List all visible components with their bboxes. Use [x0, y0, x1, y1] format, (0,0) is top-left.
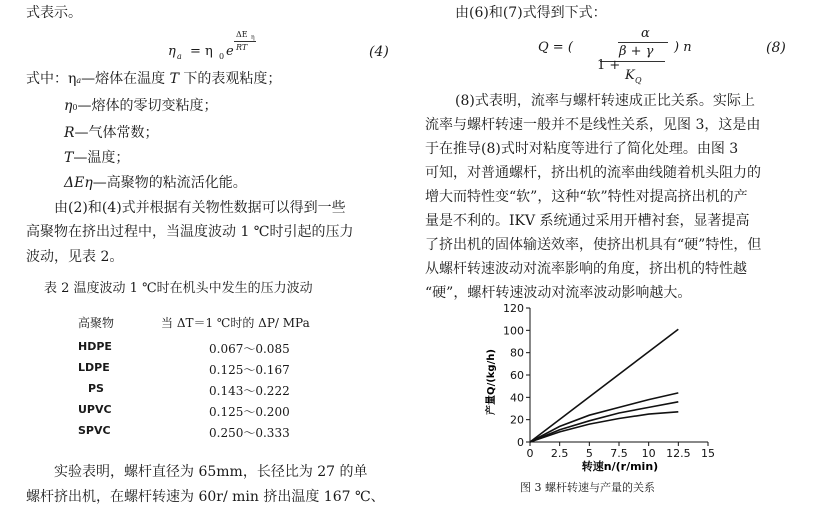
eq4-lhs-sub: a [177, 52, 182, 61]
y-tick-label: 40 [510, 391, 524, 405]
table-cell-value: 0.125～0.167 [209, 363, 290, 377]
y-tick-label: 100 [503, 324, 524, 338]
def-T-sym: T [64, 150, 74, 166]
where-text: —熔体在温度 [81, 71, 166, 87]
eq8-alpha: α [641, 26, 650, 41]
where-tail: 下的表观粘度； [183, 71, 282, 87]
text-line: 由(6)和(7)式得到下式： [455, 5, 607, 21]
paragraph-line: 增大而特性变“软”，这种“软”特性对提高挤出机的产 [425, 189, 748, 205]
x-tick-label: 7.5 [610, 447, 628, 460]
eq4-fraction-bar [234, 41, 256, 42]
paragraph-line: 流率与螺杆转速一般并不是线性关系，见图 3，这是由 [425, 117, 761, 133]
y-tick-label: 0 [517, 436, 524, 449]
eq4-exp-base: e [226, 44, 234, 59]
table-header-col2: 当 ΔT＝1 ℃时的 ΔP/ MPa [161, 316, 310, 330]
paragraph-2-line: 实验表明，螺杆直径为 65mm，长径比为 27 的单 [54, 464, 368, 480]
def-dE-sym: ΔEη [64, 175, 93, 191]
table-caption: 表 2 温度波动 1 ℃时在机头中发生的压力波动 [44, 281, 313, 296]
paragraph-line: 了挤出机的固体输送效率，使挤出机具有“硬”特性，但 [425, 237, 762, 253]
figure-caption: 图 3 螺杆转速与产量的关系 [520, 481, 655, 494]
x-tick-label: 2.5 [550, 447, 569, 460]
def-eta0-sym: η [64, 98, 73, 114]
definition-eta0 [64, 99, 217, 113]
x-tick-label: 12.5 [666, 447, 691, 460]
eq8-one-plus: 1 + [597, 58, 621, 73]
y-axis-label: 产量Q/(kg/h) [486, 349, 497, 415]
def-eta0-text: —熔体的零切变粘度； [77, 98, 218, 114]
y-tick-label: 20 [510, 413, 524, 427]
table-cell-value: 0.125～0.200 [209, 405, 290, 419]
x-axis-label: 转速n/(r/min) [581, 460, 659, 473]
definition-R [64, 126, 159, 140]
eq4-rhs-sub: 0 [219, 52, 225, 61]
eq4-number: (4) [369, 44, 389, 60]
def-eta0-sub: 0 [72, 103, 78, 112]
paragraph-1-line: 高聚物在挤出过程中，当温度波动 1 ℃时引起的压力 [26, 224, 354, 240]
definition-T [64, 151, 129, 165]
eq4-exp-den: RT [236, 43, 248, 52]
paragraph-1-line: 波动，见表 2。 [26, 249, 124, 265]
def-R-text: —气体常数； [74, 125, 159, 141]
where-prefix: 式中：η [26, 71, 77, 87]
where-T: T [169, 71, 179, 87]
paragraph-line: 从螺杆转速波动对流率影响的角度，挤出机的特性越 [425, 261, 747, 277]
eq8-inner-fraction-bar [618, 42, 668, 43]
y-tick-label: 60 [510, 369, 524, 382]
where-sub: a [76, 76, 82, 85]
definition-dE [64, 176, 247, 190]
eq8-tail: ) n [674, 40, 692, 55]
paragraph-line: “硬”，螺杆转速波动对流率波动影响越大。 [425, 285, 692, 301]
table-cell-name: UPVC [78, 403, 112, 416]
table-cell-name: LDPE [78, 361, 110, 374]
y-tick-label: 120 [503, 302, 524, 315]
table-cell-value: 0.250～0.333 [209, 426, 290, 440]
table-cell-value: 0.143～0.222 [209, 384, 290, 398]
eq4-exp-num-sub: η [251, 34, 255, 41]
paragraph-line: 于在推导(8)式时对粘度等进行了简化处理。由图 3 [425, 141, 739, 157]
def-dE-text: —高聚物的粘流活化能。 [92, 175, 247, 191]
table-cell-name: PS [88, 382, 104, 395]
table-header-col1: 高聚物 [78, 316, 115, 330]
chart-series [530, 329, 678, 442]
x-tick-label: 0 [526, 447, 534, 460]
series-line-1 [530, 329, 678, 442]
table-cell-value: 0.067～0.085 [209, 342, 290, 356]
def-T-text: —温度； [73, 150, 130, 166]
eq4-lhs: η [168, 44, 176, 59]
table-cell-name: SPVC [78, 424, 111, 437]
eq8-K: K [625, 68, 635, 83]
eq8-beta-gamma: β + γ [619, 44, 654, 59]
paragraph-line: (8)式表明，流率与螺杆转速成正比关系。实际上 [455, 93, 755, 109]
eq4-exp-num: ΔE [236, 30, 248, 39]
eq8-K-sub: Q [635, 76, 642, 85]
x-tick-label: 15 [701, 447, 715, 460]
x-tick-label: 10 [641, 447, 656, 460]
paragraph-line: 量是不利的。IKV 系统通过采用开槽衬套，显著提高 [425, 213, 750, 229]
eq4-equals: = η [190, 44, 213, 59]
paragraph-1-line: 由(2)和(4)式并根据有关物性数据可以得到一些 [54, 200, 346, 216]
table-cell-name: HDPE [78, 340, 112, 353]
paragraph-line: 可知，对普通螺杆，挤出机的流率曲线随着机头阻力的 [425, 165, 761, 181]
figure-3-chart [480, 298, 730, 478]
paragraph-2-line: 螺杆挤出机，在螺杆转速为 60r/ min 挤出温度 167 ℃、 [26, 489, 385, 505]
eq8-number: (8) [766, 40, 786, 56]
text-line: 式表示。 [26, 5, 82, 21]
def-R-sym: R [64, 125, 75, 141]
eq8-Q: Q = ( [538, 40, 573, 55]
where-line [26, 72, 281, 86]
y-tick-label: 80 [510, 346, 524, 360]
x-tick-label: 5 [585, 447, 593, 460]
